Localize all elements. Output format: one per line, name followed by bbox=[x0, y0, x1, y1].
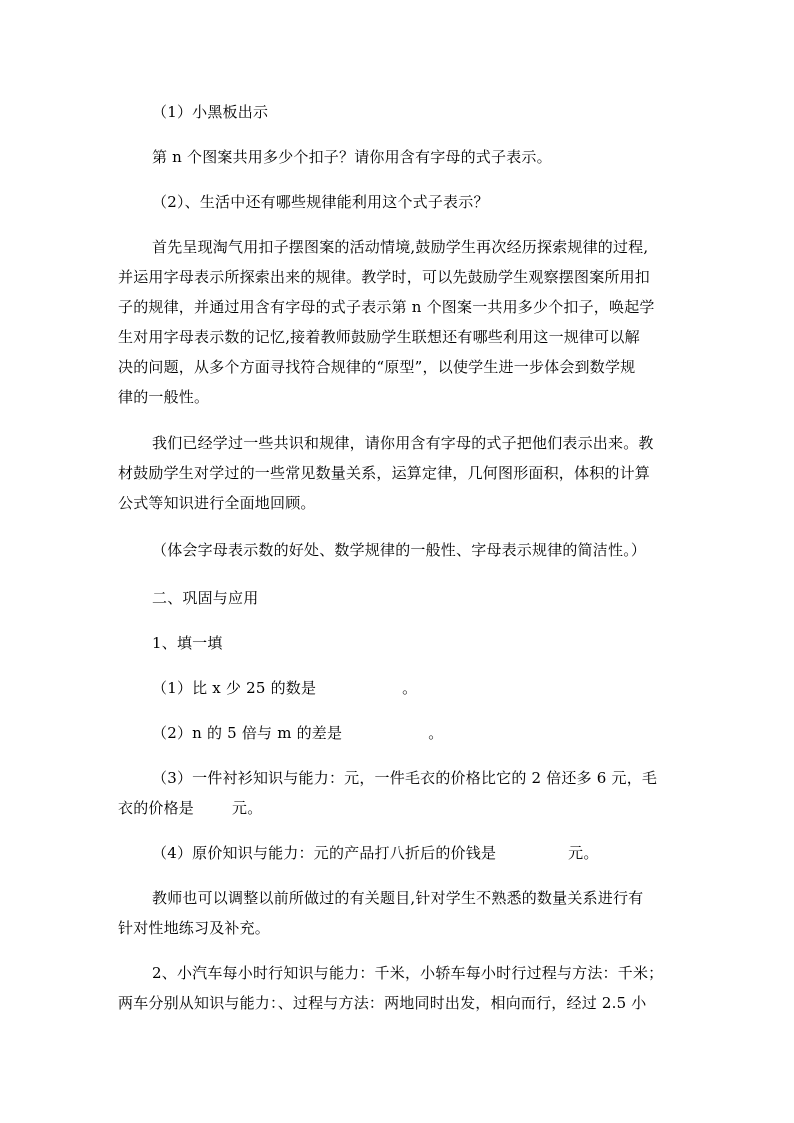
exercise-2-line: 两车分别从知识与能力：、过程与方法：两地同时出发，相向而行，经过 2.5 小 bbox=[118, 994, 647, 1012]
exercise-item-4: （4）原价知识与能力：元的产品打八折后的价钱是 元。 bbox=[152, 844, 599, 862]
paragraph-line: 子的规律，并通过用含有字母的式子表示第 n 个图案一共用多少个扣子，唤起学 bbox=[118, 298, 655, 316]
paragraph-line: 材鼓励学生对学过的一些常见数量关系，运算定律，几何图形面积，体积的计算 bbox=[118, 464, 651, 482]
paragraph-line: 生对用字母表示数的记忆,接着教师鼓励学生联想还有哪些利用这一规律可以解 bbox=[118, 328, 640, 346]
paragraph-line: 我们已经学过一些共识和规律，请你用含有字母的式子把他们表示出来。教 bbox=[152, 434, 654, 452]
exercise-item-2: （2）n 的 5 倍与 m 的差是 。 bbox=[152, 724, 444, 742]
exercise-item-3: （3）一件衬衫知识与能力：元，一件毛衣的价格比它的 2 倍还多 6 元，毛 bbox=[152, 769, 658, 787]
exercise-2-line: 2、小汽车每小时行知识与能力：千米，小轿车每小时行过程与方法：千米； bbox=[152, 964, 664, 982]
line-summary-note: （体会字母表示数的好处、数学规律的一般性、字母表示规律的简洁性。） bbox=[152, 541, 647, 559]
line-question-other-rules: （2）、生活中还有哪些规律能利用这个式子表示？ bbox=[152, 193, 489, 211]
paragraph-line: 并运用字母表示所探索出来的规律。教学时，可以先鼓励学生观察摆图案所用扣 bbox=[118, 268, 651, 286]
paragraph-line: 教师也可以调整以前所做过的有关题目,针对学生不熟悉的数量关系进行有 bbox=[152, 889, 644, 907]
line-blackboard: （1）小黑板出示 bbox=[152, 103, 269, 121]
exercise-item-3-cont: 衣的价格是 元。 bbox=[118, 799, 263, 817]
exercise-heading: 1、填一填 bbox=[152, 634, 223, 652]
paragraph-line: 决的问题，从多个方面寻找符合规律的“原型”，以使学生进一步体会到数学规 bbox=[118, 358, 636, 376]
paragraph-line: 首先呈现淘气用扣子摆图案的活动情境,鼓励学生再次经历探索规律的过程, bbox=[152, 238, 649, 256]
paragraph-line: 公式等知识进行全面地回顾。 bbox=[118, 494, 316, 512]
paragraph-line: 针对性地练习及补充。 bbox=[118, 919, 271, 937]
section-heading: 二、巩固与应用 bbox=[152, 589, 259, 607]
paragraph-line: 律的一般性。 bbox=[118, 388, 210, 406]
line-question-nth-pattern: 第 n 个图案共用多少个扣子？请你用含有字母的式子表示。 bbox=[152, 148, 552, 166]
exercise-item-1: （1）比 x 少 25 的数是 。 bbox=[152, 679, 418, 697]
